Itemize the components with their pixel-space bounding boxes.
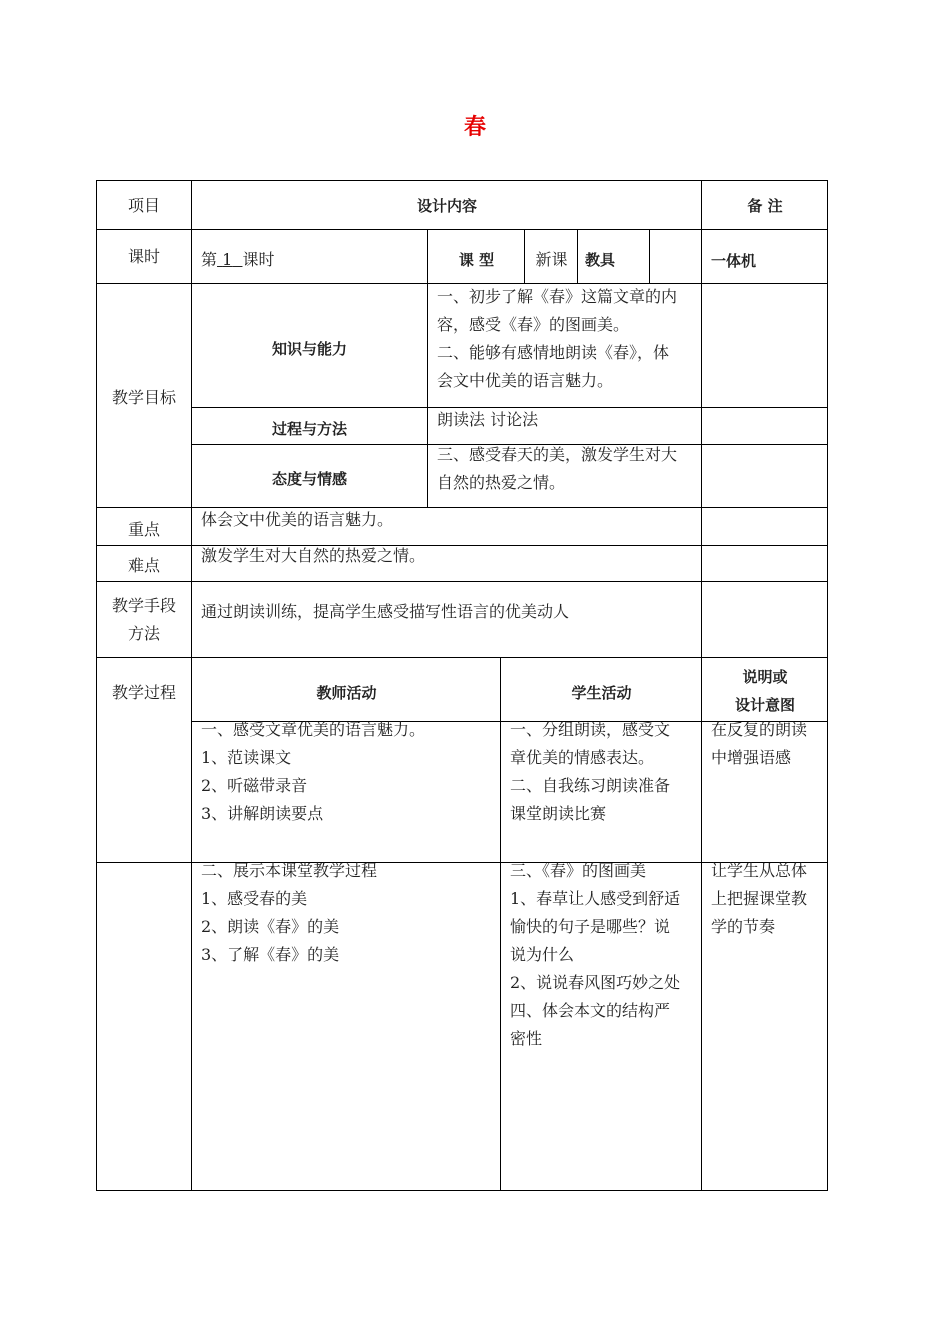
activity-line: 3、了解《春》的美 bbox=[201, 945, 340, 964]
objective-name-process: 过程与方法 bbox=[271, 420, 347, 438]
activity-line: 3、讲解朗读要点 bbox=[201, 804, 324, 823]
activity-line: 一、分组朗读，感受文 bbox=[510, 720, 671, 739]
header-content: 设计内容 bbox=[416, 197, 477, 215]
note-line: 学的节奏 bbox=[711, 917, 776, 936]
activity-line: 2、朗读《春》的美 bbox=[201, 917, 340, 936]
header-remarks: 备 注 bbox=[747, 197, 783, 215]
objective-text-knowledge bbox=[428, 283, 701, 395]
teacher-activity-2 bbox=[192, 857, 501, 969]
objective-name-attitude: 态度与情感 bbox=[271, 470, 347, 488]
period-suffix: 课时 bbox=[242, 250, 275, 269]
activity-line: 二、展示本课堂教学过程 bbox=[201, 861, 378, 880]
activity-line: 愉快的句子是哪些？说 bbox=[510, 917, 671, 936]
teacher-activity-1 bbox=[192, 716, 501, 828]
difficulty-text: 激发学生对大自然的热爱之情。 bbox=[201, 546, 426, 565]
key-point-text: 体会文中优美的语言魅力。 bbox=[201, 510, 394, 529]
objective-text-attitude bbox=[428, 441, 701, 497]
teacher-activity-header: 教师活动 bbox=[316, 684, 377, 702]
period-remarks: 一体机 bbox=[711, 252, 757, 270]
objective-line: 会文中优美的语言魅力。 bbox=[437, 371, 614, 390]
note-line: 中增强语感 bbox=[711, 748, 792, 767]
objective-line: 三、感受春天的美，激发学生对大 bbox=[437, 445, 678, 464]
header-item: 项目 bbox=[127, 196, 160, 215]
notes-header-line: 说明或 bbox=[742, 668, 788, 686]
methods-text: 通过朗读训练，提高学生感受描写性语言的优美动人 bbox=[201, 602, 570, 621]
design-note-1 bbox=[702, 716, 828, 772]
activity-line: 1、范读课文 bbox=[201, 748, 292, 767]
process-label: 教学过程 bbox=[111, 683, 176, 702]
period-label: 课时 bbox=[127, 247, 160, 266]
objective-line: 朗读法 讨论法 bbox=[437, 410, 539, 429]
lesson-type-value: 新课 bbox=[535, 250, 568, 269]
methods-label bbox=[96, 592, 192, 648]
activity-line: 一、感受文章优美的语言魅力。 bbox=[201, 720, 426, 739]
activity-line: 2、说说春风图巧妙之处 bbox=[510, 973, 681, 992]
lesson-type-label: 课 型 bbox=[458, 251, 495, 269]
student-activity-header: 学生活动 bbox=[571, 684, 632, 702]
objectives-label: 教学目标 bbox=[111, 388, 176, 407]
page-title: 春 bbox=[463, 115, 486, 140]
methods-label-line: 方法 bbox=[127, 624, 160, 643]
activity-line: 章优美的情感表达。 bbox=[510, 748, 655, 767]
activity-line: 密性 bbox=[510, 1029, 543, 1048]
note-line: 上把握课堂教 bbox=[711, 889, 808, 908]
activity-line: 四、体会本文的结构严 bbox=[510, 1001, 671, 1020]
objective-text-process bbox=[428, 406, 701, 434]
activity-line: 二、自我练习朗读准备 bbox=[510, 776, 671, 795]
objective-name-knowledge: 知识与能力 bbox=[271, 340, 347, 358]
period-prefix: 第 bbox=[201, 250, 218, 269]
activity-line: 1、春草让人感受到舒适 bbox=[510, 889, 681, 908]
activity-line: 说为什么 bbox=[510, 945, 575, 964]
design-note-2 bbox=[702, 857, 828, 941]
objective-line: 容，感受《春》的图画美。 bbox=[437, 315, 630, 334]
key-point-label: 重点 bbox=[127, 520, 160, 539]
student-activity-1 bbox=[501, 716, 702, 828]
note-line: 在反复的朗读 bbox=[711, 720, 808, 739]
period-number: 1 bbox=[222, 250, 233, 269]
note-line: 让学生从总体 bbox=[711, 861, 808, 880]
objective-line: 二、能够有感情地朗读《春》，体 bbox=[437, 343, 670, 362]
notes-header bbox=[702, 663, 828, 719]
objective-line: 自然的热爱之情。 bbox=[437, 473, 566, 492]
student-activity-2 bbox=[501, 857, 702, 1053]
activity-line: 课堂朗读比赛 bbox=[510, 804, 607, 823]
activity-line: 三、《春》的图画美 bbox=[510, 861, 647, 880]
teaching-tools-label: 教具 bbox=[585, 251, 616, 269]
activity-line: 1、感受春的美 bbox=[201, 889, 308, 908]
difficulty-label: 难点 bbox=[127, 556, 160, 575]
objective-line: 一、初步了解《春》这篇文章的内 bbox=[437, 287, 678, 306]
methods-label-line: 教学手段 bbox=[111, 596, 176, 615]
notes-header-line: 设计意图 bbox=[734, 696, 795, 714]
period-value bbox=[201, 246, 421, 274]
activity-line: 2、听磁带录音 bbox=[201, 776, 308, 795]
